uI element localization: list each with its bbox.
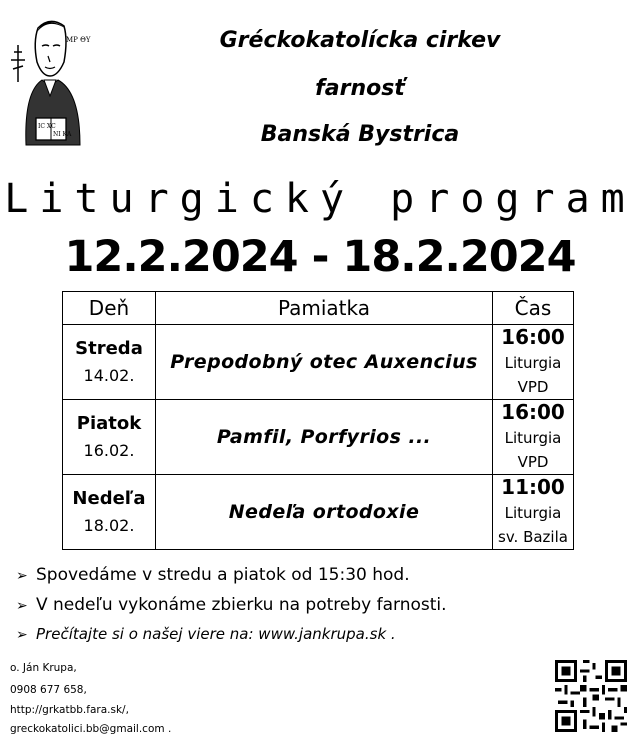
note-confession bbox=[16, 565, 410, 585]
church-name: Gréckokatolícka cirkev bbox=[219, 28, 501, 53]
column-header-day: Deň bbox=[63, 292, 156, 325]
service-type: VPD bbox=[517, 378, 549, 396]
service-name: Liturgia bbox=[504, 504, 562, 522]
day-name: Streda bbox=[75, 338, 143, 359]
note-website bbox=[16, 625, 396, 643]
qr-code-icon bbox=[552, 657, 630, 735]
contact-name: o. Ján Krupa, bbox=[10, 662, 77, 674]
contact-phone: 0908 677 658, bbox=[10, 684, 87, 696]
time-cell bbox=[493, 475, 574, 550]
column-header-time: Čas bbox=[493, 292, 574, 325]
time-value: 16:00 bbox=[501, 325, 565, 349]
town-name: Banská Bystrica bbox=[260, 122, 460, 147]
table-row bbox=[63, 400, 574, 475]
book-left-glyph: ΙϹ ΧϹ bbox=[38, 123, 56, 130]
day-name: Piatok bbox=[76, 413, 142, 434]
day-date: 16.02. bbox=[83, 441, 135, 460]
table-header-row bbox=[63, 292, 574, 325]
note-text: V nedeľu vykonáme zbierku na potreby farnosti. bbox=[36, 595, 447, 615]
day-cell bbox=[63, 400, 156, 475]
memory-cell: Prepodobný otec Auxencius bbox=[156, 325, 493, 400]
arrow-bullet-icon: ➢ bbox=[16, 627, 28, 643]
arrow-bullet-icon: ➢ bbox=[16, 568, 28, 584]
schedule-table bbox=[62, 291, 574, 550]
arrow-bullet-icon: ➢ bbox=[16, 598, 28, 614]
day-name: Nedeľa bbox=[72, 488, 146, 509]
service-name: Liturgia bbox=[504, 354, 562, 372]
column-header-memory: Pamiatka bbox=[156, 292, 493, 325]
table-row bbox=[63, 325, 574, 400]
day-cell bbox=[63, 325, 156, 400]
memory-cell: Pamfil, Porfyrios ... bbox=[156, 400, 493, 475]
cross-icon bbox=[11, 45, 25, 82]
time-value: 16:00 bbox=[501, 400, 565, 424]
contact-website: http://grkatbb.fara.sk/, bbox=[10, 704, 129, 716]
day-cell bbox=[63, 475, 156, 550]
day-date: 18.02. bbox=[83, 516, 135, 535]
memory-cell: Nedeľa ortodoxie bbox=[156, 475, 493, 550]
service-type: sv. Bazila bbox=[498, 528, 568, 546]
note-text: Spovedáme v stredu a piatok od 15:30 hod. bbox=[36, 565, 410, 585]
service-name: Liturgia bbox=[504, 429, 562, 447]
book-right-glyph: ΝΙ ΚΑ bbox=[53, 131, 72, 138]
parish-label: farnosť bbox=[315, 76, 405, 101]
table-row bbox=[63, 475, 574, 550]
contact-email: greckokatolici.bb@gmail.com . bbox=[10, 723, 172, 735]
day-date: 14.02. bbox=[83, 366, 135, 385]
priest-portrait-image bbox=[8, 10, 91, 145]
time-cell bbox=[493, 400, 574, 475]
service-type: VPD bbox=[517, 453, 549, 471]
note-collection bbox=[16, 595, 447, 615]
page-title: Liturgický program bbox=[4, 176, 636, 222]
icon-monogram: ΜΡ ΘΥ bbox=[66, 36, 91, 44]
note-text: Prečítajte si o našej viere na: www.jankrupa.sk . bbox=[36, 625, 396, 643]
time-cell bbox=[493, 325, 574, 400]
time-value: 11:00 bbox=[501, 475, 565, 499]
date-range: 12.2.2024 - 18.2.2024 bbox=[64, 232, 576, 282]
